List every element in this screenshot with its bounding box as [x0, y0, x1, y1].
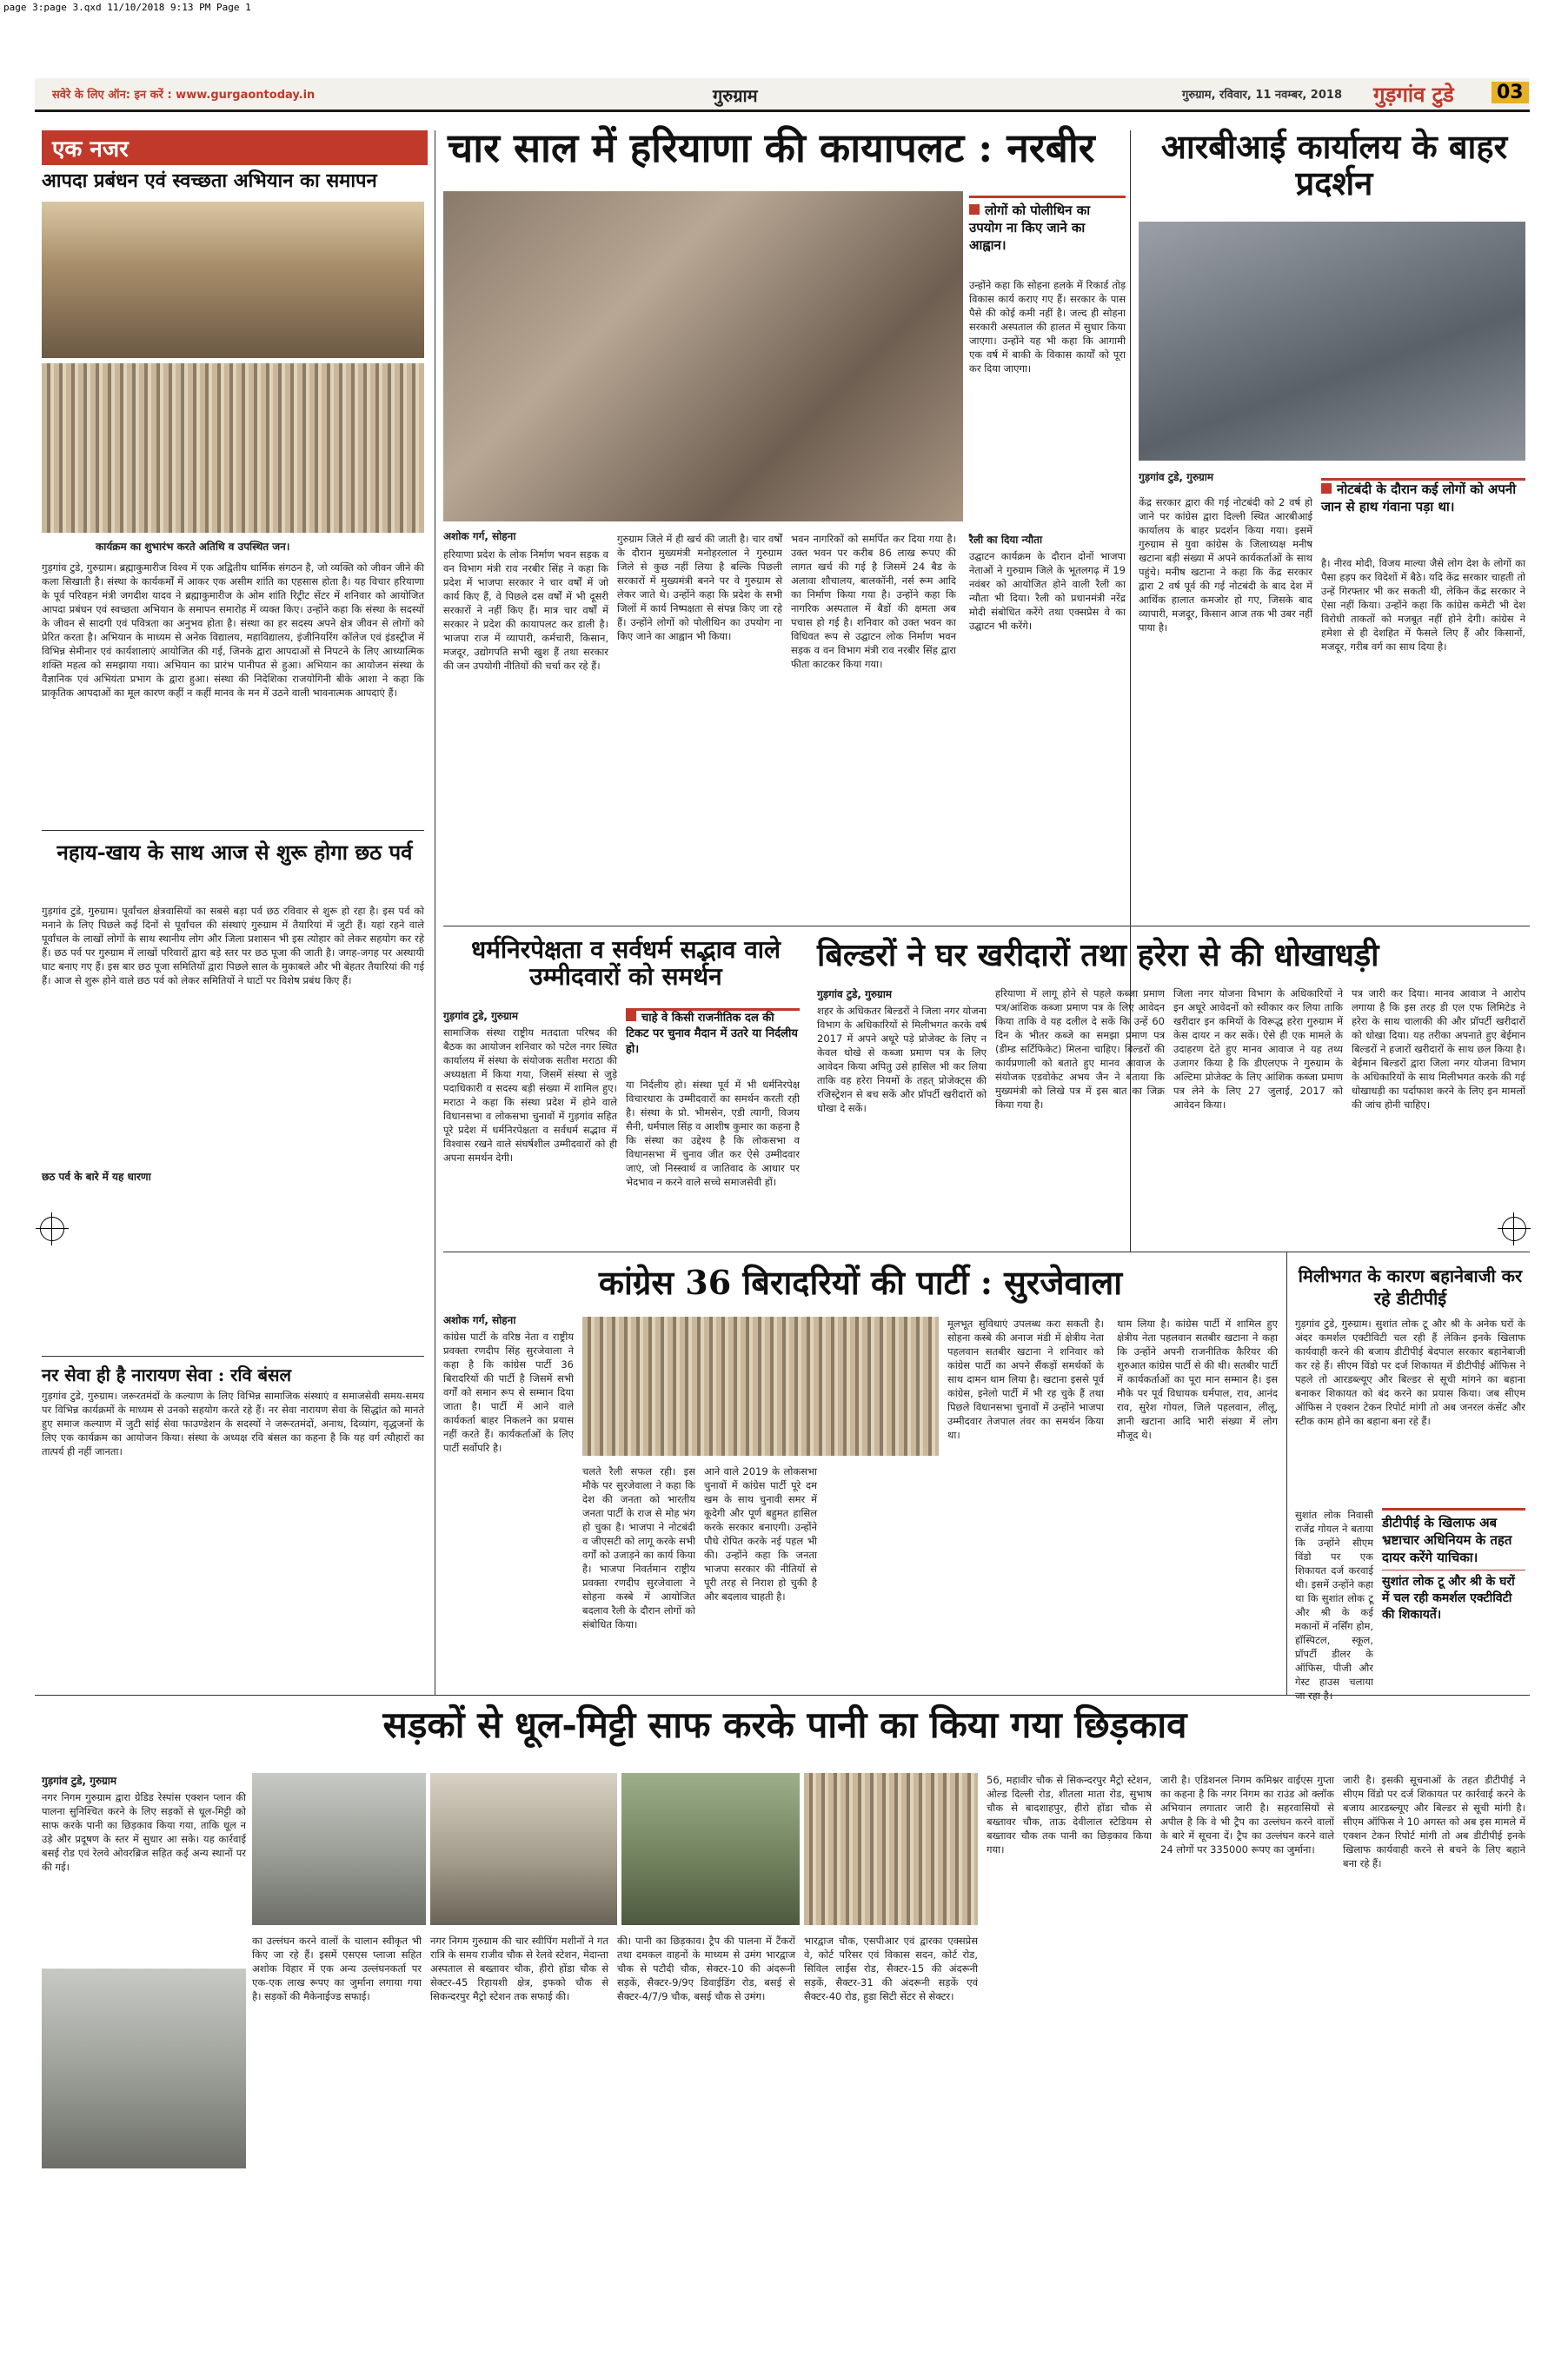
congress-dateline: अशोक गर्ग, सोहना	[443, 1314, 516, 1326]
ek-nazar-headline: आपदा प्रबंधन एवं स्वच्छता अभियान का समापन	[42, 169, 377, 192]
dtp-box-sub: सुशांत लोक टू और श्री के घरों में चल रही कमर्शल एक्टीविटी की शिकायतें।	[1382, 1570, 1525, 1624]
staff-group-photo	[804, 1773, 978, 1925]
sadak-col4: की। पानी का छिड़काव। ट्रैप की पालना में टैंकरों तथा दमकल वाहनों के माध्यम से उमंग भारद्वाज चौक से पटौदी चौक, सेक्टर-10 की अंदरूनी सड़कें, सैक्टर-9/9ए डिवाईडिंग रोड, बसई से सैक्टर-4/7/9 चौक, बसई चौक से उमंग।	[617, 1935, 795, 2002]
dtp-box-title: डीटीपीई के खिलाफ अब भ्रष्टाचार अधिनियम के तहत दायर करेंगे याचिका।	[1382, 1515, 1512, 1565]
dtp-body-2: सुशांत लोक निवासी राजेंद्र गोयल ने बताया कि उन्होंने सीएम विंडो पर एक शिकायत दर्ज करवाई थी। इसमें उन्होंने कहा था कि सुशांत लोक टू और श्री के कई मकानों में नर्सिंग होम, हॉस्पिटल, स्कूल, प्रॉपर्टी डीलर के ऑफिस, पीजी और गेस्ट हाउस चलाया जा रहा है।	[1295, 1509, 1373, 1702]
builders-col3: जिला नगर योजना विभाग के अधिकारियों ने इन अधूरे आवेदनों को स्वीकार कर लिया ताकि खरीदार इन कमियों के विरूद्ध हरेरा गुरुग्राम में केस दायर न कर सकें। ऐसे ही एक मामले के उदाहरण देते हुए मानव आवाज ने यह तथ्य उजागर किया है कि डीएलएफ ने गुरुग्राम के अल्टिमा प्रोजेक्ट के लिए आंशिक कब्जा प्रमाण पत्र लेने के लिए 27 जुलाई, 2017 को आवेदन किया।	[1173, 987, 1343, 1111]
rbi-body: केंद्र सरकार द्वारा की गई नोटबंदी को 2 वर्ष हो जाने पर कांग्रेस द्वारा दिल्ली स्थित आरबीआई कार्यालय के बाहर प्रदर्शन किया गया। इसमें गुरुग्राम से युवा कांग्रेस के जिलाध्यक्ष मनीष खटाना बड़ी संख्या में अपने कार्यकर्ताओं के साथ पहुंचे। मनीष खटाना ने कहा कि केंद्र सरकार द्वारा 2 वर्ष पूर्व की गई नोटबंदी के बाद देश में आर्थिक हालात कमजोर हो गए, जिसके बाद व्यापारी, मजदूर, किसान आज तक भी उबर नहीं पाया है।	[1139, 496, 1312, 634]
ek-nazar-caption: कार्यक्रम का शुभारंभ करते अतिथि व उपस्थित जन।	[96, 541, 290, 553]
brahmakumaris-stage-photo	[42, 202, 424, 358]
sadak-dateline: गुड़गांव टुडे, गुरुग्राम	[42, 1775, 117, 1787]
section-rule	[42, 1356, 424, 1357]
print-slug: page 3:page 3.qxd 11/10/2018 9:13 PM Page 1	[3, 2, 251, 13]
chhath-body: गुड़गांव टुडे, गुरुग्राम। पूर्वांचल क्षेत्रवासियों का सबसे बड़ा पर्व छठ रविवार से शुरू हो रहा है। इस पर्व को मनाने के लिए पिछले कई दिनों से पूर्वांचल की संस्थाएं गुरुग्राम में तैयारियां में जुटी हैं। यहां रहने वाले पूर्वांचल के लाखों लोगों के साथ स्थानीय लोग और जिला प्रशासन भी इस त्योहार को लेकर सहयोग कर रहे हैं। छठ पर्व पर गुरुग्राम में लाखों परिवारों द्वारा बड़े स्तर पर छठ पूजा की जाती है। जगह-जगह पर अस्थायी घाट बनाए गए हैं। इस बार छठ पूजा समितियों द्वारा पिछले साल के मुकाबले और भी बेहतर तैयारियां की गई हैं। आज से शुरू होने वाले छठ पर्व को लेकर समितियों ने घाटों पर विशेष प्रबंध किए हैं।	[42, 905, 424, 986]
builders-col1: शहर के अधिकतर बिल्डरों ने जिला नगर योजना विभाग के अधिकारियों से मिलीभगत करके वर्ष 2017 में अपने अधूरे पड़े प्रोजेक्ट के लिए न केवल धोखे से कब्जा प्रमाण पत्र के लिए आवेदन किया अपितु उसे हासिल भी कर लिया ताकि वह हरेरा नियमों के तहत् प्रोजेक्ट्स की रजिस्ट्रेशन से बच सकें और प्रॉपर्टी खरीदारों को धोखा दे सकें।	[817, 1005, 987, 1114]
builders-headline: बिल्डरों ने घर खरीदारों तथा हरेरा से की धोखाधड़ी	[817, 937, 1379, 973]
dharm-body: सामाजिक संस्था राष्ट्रीय मतदाता परिषद की बैठक का आयोजन शनिवार को पटेल नगर स्थित कार्यालय में संस्था के संयोजक सतीश मराठा की अध्यक्षता में किया गया, जिसमें संस्था से जुड़े पदाधिकारी व सदस्य बड़ी संख्या में शामिल हुए। मराठा ने कहा कि संस्था प्रदेश में होने वाले विधानसभा व लोकसभा चुनावों में गुड़गांव सहित पूरे प्रदेश में धर्मनिरपेक्षता व सर्वधर्म सद्भाव में विश्वास रखने वाले संघर्षशील उम्मीदवारों को ही अपना समर्थन देगी।	[443, 1026, 617, 1164]
ek-nazar-body: गुड़गांव टुडे, गुरुग्राम। ब्रह्माकुमारीज विश्व में एक अद्वितीय धार्मिक संगठन है, जो व्यक्ति को जीवन जीने की कला सिखाती है। संस्था के कार्यकर्मों में आकर एक असीम शांति का एहसास होता है। यह विचार हरियाणा के पूर्व परिवहन मंत्री जगदीश यादव ने ब्रह्माकुमारीज के ओम शांति रिट्रीट सेंटर में शनिवार को आयोजित आपदा प्रबंधन एवं स्वच्छता अभियान के समापन समारोह में व्यक्त किए। उन्होंने कहा कि संस्था के सदस्यों के जीवन से सादगी एवं पवित्रता का अनुभव होता है। संस्था का हर सदस्य अपने क्षेत्र जीवन से लोगों को प्रेरित करता है। अभियान के माध्यम से अनेक विद्यालय, महाविद्यालय, इंजीनियरिंग कॉलेज एवं इंडस्ट्रीज में विभिन्न सेमीनार एवं कार्यशालाएं आयोजित की गई, जिनके द्वारा आपदाओं से निपटने के लिए आध्यात्मिक शक्ति महत्व को समझाया गया। अभियान का प्रारंभ पानीपत से हुआ। अभियान का आयोजन संस्था के वैज्ञानिक एवं अभियंता प्रभाग के द्वारा हुआ। संस्था की निदेशिका राजयोगिनी बीके आशा ने कहा कि प्राकृतिक आपदाओं का मूल कारण कहीं न कहीं मानव के मन में उठने वाली भावनात्मक आपदाएं हैं।	[42, 561, 424, 699]
sadak-col2: का उल्लंघन करने वालों के चालान स्वीकृत भी किए जा रहे हैं। इसमें एसएस प्लाजा सहित अशोक विहार में एक अन्य उल्लंघनकर्ता पर एक-एक लाख रूपए का जुर्माना लगाया गया है। सड़कों की मैकेनाईज्ड सफाई।	[252, 1935, 422, 2002]
builders-dateline: गुड़गांव टुडे, गुरुग्राम	[817, 988, 893, 1000]
lead-col4b: उद्घाटन कार्यक्रम के दौरान दोनों भाजपा नेताओं ने गुरुग्राम जिले के भूतलगढ़ में 19 नवंबर को आयोजित होने वाली रैली का न्यौता भी दिया। रैली को प्रधानमंत्री नरेंद्र मोदी संबोधित करेंगे तथा एक्सप्रेस वे का उद्घाटन भी करेंगे।	[969, 550, 1126, 632]
column-rule	[1286, 1252, 1287, 1695]
tree-spraying-photo	[621, 1773, 800, 1925]
lead-headline: चार साल में हरियाणा की कायापलट : नरबीर	[448, 124, 1095, 171]
dharm-headline: धर्मनिरपेक्षता व सर्वधर्म सद्भाव वाले उम्मीदवारों को समर्थन	[470, 935, 781, 991]
ek-nazar-tag: एक नजर	[42, 130, 428, 165]
rally-crowd-photo	[582, 1317, 939, 1456]
rbi-callout-text: नोटबंदी के दौरान कई लोगों को अपनी जान से हाथ गंवाना पड़ा था।	[1321, 481, 1517, 515]
congress-col2: चलते रैली सफल रही। इस मौके पर सुरजेवाला ने कहा कि देश की जनता को भारतीय जनता पार्टी के राज से मोह भंग हो चुका है। भाजपा ने नोटबंदी व जीएसटी को लागू करके सभी वर्गों को उजाड़ने का कार्य किया है। भाजपा निवर्तमान राष्ट्रीय प्रवक्ता रणदीप सुरजेवाला ने सोहना कस्बे में आयोजित बदलाव रैली के दौरान लोगों को संबोधित किया।	[582, 1465, 695, 1630]
congress-col1: कांग्रेस पार्टी के वरिष्ठ नेता व राष्ट्रीय प्रवक्ता रणदीप सिंह सुरजेवाला ने कहा है कि कांग्रेस पार्टी 36 बिरादरियों की पार्टी है जिसमें सभी वर्गों को समान रूप से सम्मान दिया जाता है। पार्टी में आने वाले कार्यकर्ता बाहर निकलने का प्रयास नहीं करते हैं। कार्यकर्ताओं के लिए पार्टी सर्वोपरि है।	[443, 1331, 574, 1454]
audience-photo	[42, 363, 424, 533]
nar-seva-body: गुड़गांव टुडे, गुरुग्राम। जरूरतमंदों के कल्याण के लिए विभिन्न सामाजिक संस्थाएं व समाजसेवी समय-समय पर विभिन्न कार्यक्रमों के माध्यम से उनको सहयोग करते रहे हैं। नर सेवा नारायण सेवा के सिद्धांत को मानते हुए समाज कल्याण में जुटी सांई सेवा फाउण्डेशन के सदस्यों ने जरूरतमंदों, अनाथ, दिव्यांग, वृद्धजनों के लिए एक कार्यक्रम का आयोजन किया। संस्था के अध्यक्ष रवि बंसल का कहना है कि यह वर्ग त्यौहारों का तात्पर्य ही नहीं जानता।	[42, 1390, 424, 1458]
cleaning-photo-2	[252, 1773, 426, 1925]
congress-col4: मूलभूत सुविधाएं उपलब्ध करा सकती है। सोहना कस्बे की अनाज मंडी में क्षेत्रीय नेता पहलवान सतबीर खटाना ने शनिवार को कांग्रेस पार्टी का अपने सैंकड़ों समर्थकों के साथ दामन थाम लिया है। खटाना इससे पूर्व कांग्रेस, इनेलो पार्टी में भी रह चुके हैं तथा पिछले विधानसभा चुनावों में उन्होंने भाजपा उम्मीदवार तेजपाल तंवर का समर्थन किया था।	[947, 1318, 1104, 1441]
dharm-body-2: या निर्दलीय हो। संस्था पूर्व में भी धर्मनिरपेक्ष विचारधारा के उम्मीदवारों का समर्थन करती रही है। संस्था के प्रो. भीमसेन, एडी त्यागी, विजय सैनी, धर्मपाल सिंह व आशीष कुमार का कहना है कि संस्था का उद्देश्य है कि लोकसभा व विधानसभा में चुनाव जीत कर ऐसे उम्मीदवार जाएं, जो निस्स्वार्थ व जातिवाद के आधार पर भेदभाव न करने वाले सच्चे समाजसेवी हों।	[626, 1079, 800, 1188]
nar-seva-headline: नर सेवा ही है नारायण सेवा : रवि बंसल	[42, 1365, 292, 1385]
lead-col2: गुरुग्राम जिले में ही खर्च की जाती है। चार वर्षों के दौरान मुख्यमंत्री मनोहरलाल ने गुरुग्राम जिले से कुछ नहीं लिया है बल्कि पिछली सरकारों में मुख्यमंत्री बनने पर वे गुरुग्राम से लेकर जाते थे। उन्होंने कहा कि प्रदेश के सभी जिलों में कार्य निष्पक्षता से संपन्न किए जा रहे हैं। उन्होंने लोगों को पोलीथिन का उपयोग ना किए जाने का आह्वान भी किया।	[617, 533, 782, 642]
dharm-dateline: गुड़गांव टुडे, गुरुग्राम	[443, 1010, 519, 1022]
lead-callout	[969, 196, 1126, 254]
header-website: सवेरे के लिए ऑन: इन करें : www.gurgaontoday.in	[52, 89, 316, 102]
lead-col1: हरियाणा प्रदेश के लोक निर्माण भवन सड़क व वन विभाग मंत्री राव नरबीर सिंह ने कहा कि प्रदेश में भाजपा सरकार ने चार वर्षों में जो कार्य किए हैं, वे पिछले दस वर्षों में भी दूसरी सरकारों ने नहीं किए हैं। मात्र चार वर्षों में सरकार ने प्रदेश की कायापलट कर डाली है। भाजपा राज में व्यापारी, कर्मचारी, किसान, मजदूर, उद्योगपति सभी खुश हैं तथा सरकार की जन उपयोगी नीतियों की चर्चा कर रहे हैं।	[443, 548, 608, 672]
section-rule	[42, 830, 424, 831]
newspaper-logo: गुड़गांव टुडे	[1373, 82, 1454, 107]
rbi-body-2: है। नीरव मोदी, विजय माल्या जैसे लोग देश के लोगों का पैसा हड़प कर विदेशों में बैठे। यदि केंद्र सरकार चाहती तो उन्हें गिरफ्तार भी कर सकती थी, लेकिन केंद्र सरकार ने ऐसा नहीं किया। उन्होंने कहा कि कांग्रेस कमेटी भी देश विरोधी ताकतों को मजबूत नहीं होने देगी। कांग्रेस ने हमेशा से ही देशहित में फैसले लिए हैं और किसानों, मजदूर, गरीब वर्ग का साथ दिया है।	[1321, 557, 1525, 653]
dtp-callout-box	[1382, 1508, 1525, 1689]
lead-col4: उन्होंने कहा कि सोहना हलके में रिकार्ड तोड़ विकास कार्य कराए गए हैं। सरकार के पास पैसे की कोई कमी नहीं है। जल्द ही सोहना सरकारी अस्पताल की हालत में सुधार किया जाएगा। उन्होंने यह भी कहा कि आगामी एक वर्ष में बाकी के विकास कार्यों को पूरा कर दिया जाएगा।	[969, 279, 1126, 375]
rbi-protest-photo	[1139, 222, 1525, 461]
sadak-col6: 56, महावीर चौक से सिकन्दरपुर मैट्रो स्टेशन, ओल्ड दिल्ली रोड, शीतला माता रोड, सुभाष चौक से बादशाहपुर, हीरो होंडा चौक से बख्तावर चौक, ताऊ देवीलाल स्टेडियम से बख्तावर चौक तक पानी का छिड़काव किया गया।	[987, 1774, 1152, 1856]
rbi-headline: आरबीआई कार्यालय के बाहर प्रदर्शन	[1160, 127, 1508, 203]
lead-byline: अशोक गर्ग, सोहना	[443, 530, 516, 542]
dust-heap-photo	[430, 1773, 617, 1925]
sadak-col7: जारी है। एडिशनल निगम कमिश्नर वाईएस गुप्ता का कहना है कि नगर निगम का राउंड ओ क्लॉक अभियान लगातार जारी है। सहरवासियों से अपील है कि वे भी ट्रैप का उल्लंघन करने वालों के बारे में सूचना दें। ट्रैप का उल्लंघन करने वाले 24 लोगों पर 335000 रूपए का जुर्माना।	[1160, 1774, 1334, 1856]
registration-mark-left	[40, 1217, 64, 1241]
dtp-body: गुड़गांव टुडे, गुरुग्राम। सुशांत लोक टू और श्री के अनेक घरों के अंदर कमर्शल एक्टीविटी चल रही हैं लेकिन इनके खिलाफ कार्यवाही करने की बजाय डीटीपीई बेदपाल सरकार बहानेबाजी कर रहे हैं। सीएम विंडो पर दर्ज शिकायत में डीटीपीई ऑफिस ने पहले तो आरडब्ल्यूए और बिल्डर से सूची मांगने का बहाना बनाकर शिकायत को बंद करने का प्रयास किया। जब सीएम ऑफिस ने एक्शन टेकन रिपोर्ट मांगी तो अब जनरल कंसेंट और स्टीक काम होने का बहाना बना रहे हैं।	[1295, 1318, 1525, 1427]
builders-col4: पत्र जारी कर दिया। मानव आवाज ने आरोप लगाया है कि इस तरह डी एल एफ लिमिटेड ने हरेरा के साथ चालाकी की और प्रॉपर्टी खरीदारों को धोखा दिया। यह तरीका अपनाते हुए बेईमान बिल्डरों ने हजारों खरीदारों के साथ छल किया है। बेईमान बिल्डरों द्वारा जिला नगर योजना विभाग के अधिकारियों के साथ मिलीभगत करके की गई धोखाधड़ी का पर्दाफाश करने के लिए इन मामलों की जांच होनी चाहिए।	[1352, 987, 1525, 1111]
congress-headline: कांग्रेस 36 बिरादरियों की पार्टी : सुरजेवाला	[598, 1263, 1123, 1302]
chhath-headline: नहाय-खाय के साथ आज से शुरू होगा छठ पर्व	[56, 840, 413, 865]
header-date: गुरुग्राम, रविवार, 11 नवम्बर, 2018	[1182, 89, 1342, 102]
header-city: गुरुग्राम	[713, 85, 758, 106]
dharm-callout	[626, 1008, 800, 1058]
page-number: 03	[1492, 82, 1529, 103]
chhath-subhead: छठ पर्व के बारे में यह धारणा	[42, 1171, 151, 1183]
sadak-col8: जारी है। इसकी सूचनाओं के तहत डीटीपीई ने सीएम विंडो पर दर्ज शिकायत पर कार्रवाई करने के बजाय आरडब्ल्यूए और बिल्डर से सूची मांगी है। सीएम ऑफिस ने 10 अगस्त को अब इस मामले में एक्शन टेकन रिपोर्ट मांगी तो अब डीटीपीई इनके खिलाफ कार्यवाही करने से बचने के लिए बहाने बना रहे हैं।	[1343, 1774, 1525, 1869]
lead-callout-text: लोगों को पोलीथिन का उपयोग ना किए जाने का आह्वान।	[969, 203, 1091, 253]
builders-col2: हरियाणा में लागू होने से पहले कब्जा प्रमाण पत्र/आंशिक कब्जा प्रमाण पत्र के लिए आवेदन किया ताकि वे यह दलील दे सकें कि उन्हें 60 दिन के भीतर कब्जे का समझा प्रमाण पत्र (डीम्ड सर्टिफिकेट) मिलना चाहिए। बिल्डरों की कार्यप्रणाली को बताते हुए मानव आवाज के संयोजक एडवोकेट अभय जैन ने बताया कि मुख्यमंत्री को लिखे पत्र में इस बात का जिक्र किया गया है।	[995, 987, 1165, 1111]
dharm-callout-text: चाहे वे किसी राजनीतिक दल की टिकट पर चुनाव मैदान में उतरे या निर्दलीय हो।	[626, 1012, 798, 1056]
rbi-caption: गुड़गांव टुडे, गुरुग्राम	[1139, 471, 1214, 483]
lead-col3: भवन नागरिकों को समर्पित कर दिया गया है। उक्त भवन पर करीब 86 लाख रूपए की लागत खर्च की गई है जिसमें 24 बैड के अलावा शौचालय, बालकॉनी, नर्स रूम आदि का निर्माण किया गया है। उन्होंने कहा कि नागरिक अस्पताल में बैडों की क्षमता अब पचास हो गई है। शनिवार को उक्त भवन का विधिवत रूप से उद्घाटन लोक निर्माण भवन सड़क व वन विभाग मंत्री राव नरबीर सिंह द्वारा फीता काटकर किया गया।	[791, 533, 956, 670]
lead-rally-subhead: रैली का दिया न्यौता	[969, 534, 1043, 546]
sadak-body: नगर निगम गुरुग्राम द्वारा ग्रेडिड रेस्पांस एक्शन प्लान की पालना सुनिश्चित करने के लिए सड़कों से धूल-मिट्टी को साफ करके पानी का छिड़काव किया गया, ताकि धूल न उड़े और प्रदूषण के स्तर में सुधार आ सके। यह कार्रवाई बसई रोड एवं रेलवे ओवरब्रिज सहित कई अन्य स्थानों पर की गई।	[42, 1791, 246, 1873]
sadak-col5: भारद्वाज चौक, एसपीआर एवं द्वारका एक्सप्रेस वे, कोर्ट परिसर एवं विकास सदन, कोर्ट रोड, सिविल लाईंस रोड, सैक्टर-15 की अंदरूनी सड़कें, सैक्टर-31 की अंदरूनी सड़कें एवं सैक्टर-40 रोड, हुडा सिटी सेंटर से सेक्टर।	[804, 1935, 978, 2002]
cleaning-photo-1	[42, 1969, 246, 2168]
rbi-callout	[1321, 478, 1525, 515]
dtp-headline: मिलीभगत के कारण बहानेबाजी कर रहे डीटीपीई	[1298, 1265, 1523, 1309]
congress-col3: आने वाले 2019 के लोकसभा चुनावों में कांग्रेस पार्टी पूरे दम खम के साथ चुनावी समर में कूदेगी और पूर्ण बहुमत हासिल करके सरकार बनाएगी। उन्होंने पौधे रोपित करके नई पहल भी की। उन्होंने कहा कि जनता भाजपा सरकार की नीतियों से पूरी तरह से निराश हो चुकी है और बदलाव चाहती है।	[704, 1465, 817, 1603]
sadak-headline: सड़कों से धूल-मिट्टी साफ करके पानी का किया गया छिड़काव	[382, 1703, 1187, 1746]
ribbon-cutting-photo	[443, 191, 963, 521]
sadak-col3: नगर निगम गुरुग्राम की चार स्वीपिंग मशीनों ने गत रात्रि के समय राजीव चौक से रेलवे स्टेशन, मेदान्ता अस्पताल से बख्तावर चौक, हीरो होंडा चौक से सेक्टर-45 रिहायशी क्षेत्र, इफको चौक से सिकन्दरपुर मैट्रो स्टेशन तक सफाई की।	[430, 1935, 608, 2002]
congress-col5: थाम लिया है। कांग्रेस पार्टी में शामिल हुए क्षेत्रीय नेता पहलवान सतबीर खटाना ने कहा कि उन्होंने अपनी राजनीतिक कैरियर की शुरुआत कांग्रेस पार्टी से की थी। सतबीर पार्टी में कार्यकर्ताओं का पूरा मान सम्मान है। इस मौके पर पूर्व विधायक धर्मपाल, राव, आनंद राव, सुरेश गोयल, जिले पहलवान, लीलू, ज्ञानी खटाना आदि भारी संख्या में लोग मौजूद थे।	[1117, 1318, 1278, 1441]
